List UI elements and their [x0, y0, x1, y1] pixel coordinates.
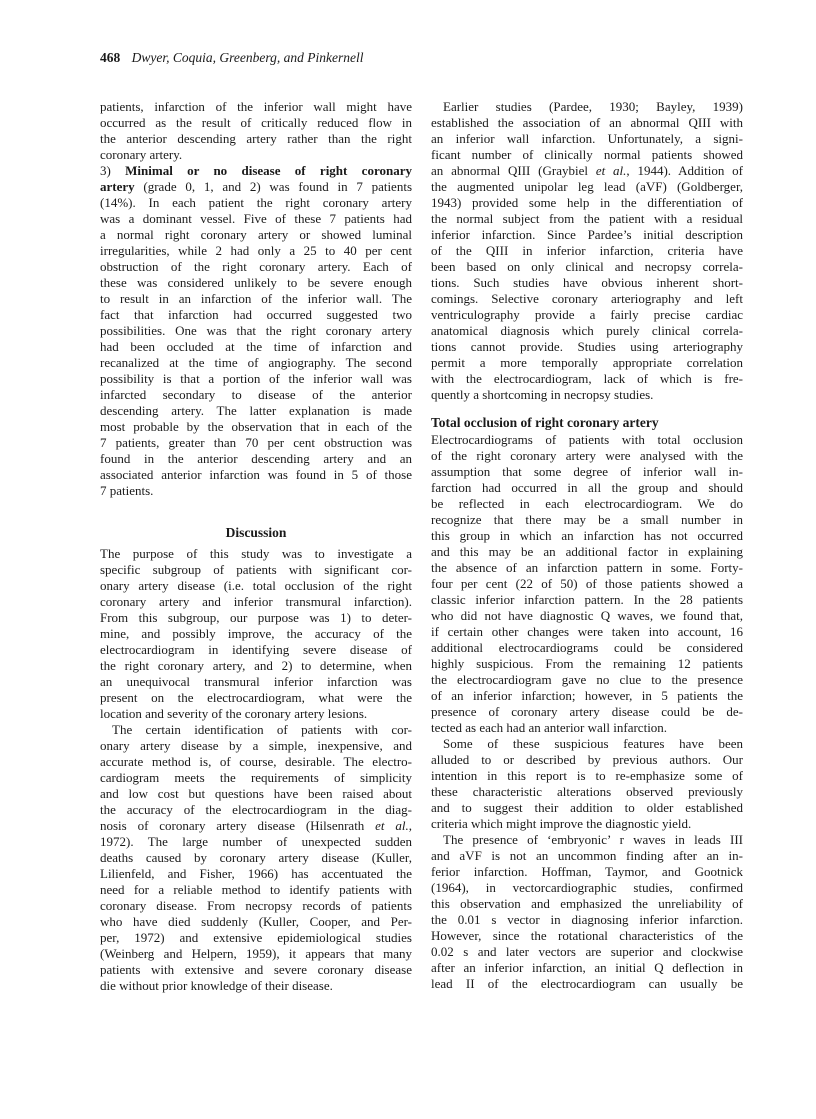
text-line: accurate method is, of course, desirable. The electro-	[100, 754, 412, 769]
text-line: fact that infarction had occurred suggested two	[100, 307, 412, 322]
text-line: highly suspicious. From the remaining 12 patients	[431, 656, 743, 671]
text-line: and low cost but questions have been raised about	[100, 786, 412, 801]
text-line: need for a reliable method to identify patients with	[100, 882, 412, 897]
text-line: onary artery disease (i.e. total occlusion of the right	[100, 578, 412, 593]
text-line: was a dominant vessel. Five of these 7 patients had	[100, 211, 412, 226]
text-line: coronary artery.	[100, 147, 183, 162]
text-line: the absence of an infarction pattern in some. Forty-	[431, 560, 743, 575]
running-header-authors: Dwyer, Coquia, Greenberg, and Pinkernell	[131, 50, 364, 65]
text-line: the accuracy of the electrocardiogram in the diag-	[100, 802, 412, 817]
text-line: location and severity of the coronary artery lesions.	[100, 706, 368, 721]
text-line: die without prior knowledge of their disease.	[100, 978, 333, 993]
text-line: and this may be an additional factor in explaining	[431, 544, 743, 559]
text-line: 7 patients.	[100, 483, 154, 498]
bold-run-in-heading: Minimal or no disease of right coronary	[125, 163, 412, 178]
paragraph	[100, 163, 412, 499]
text-line	[100, 163, 412, 179]
text-line: The purpose of this study was to investigate a	[100, 546, 412, 561]
text-line: if certain other changes were taken into account, 16	[431, 624, 743, 639]
paragraph	[100, 546, 412, 722]
paragraph	[431, 736, 743, 832]
text-line: (14%). In each patient the right coronary artery	[100, 195, 412, 210]
text-line: mine, and possibly improve, the accuracy of the	[100, 626, 412, 641]
text-line: and aVF is not an uncommon finding after an in-	[431, 848, 743, 863]
text-line: who did not have diagnostic Q waves, we found that,	[431, 608, 743, 623]
text-line: However, since the rotational characteristics of the	[431, 928, 743, 943]
text-line: ficant number of clinically normal patients showed	[431, 147, 743, 162]
text-segment: an abnormal QIII (Graybiel	[431, 163, 596, 178]
text-line: infarcted secondary to disease of the anterior	[100, 387, 412, 402]
text-line	[431, 163, 743, 179]
text-line	[100, 179, 412, 195]
bold-run-in-heading: artery	[100, 179, 135, 194]
text-line: been based on only clinical and necropsy correla-	[431, 259, 743, 274]
text-line: and to suggest their addition to older established	[431, 800, 743, 815]
paragraph	[100, 722, 412, 994]
text-line: electrocardiogram in identifying severe disease of	[100, 642, 412, 657]
text-line: ferior infarction. Hoffman, Taymor, and Gootnick	[431, 864, 743, 879]
text-line: ventriculography provide a fairly precise cardiac	[431, 307, 743, 322]
text-line: these characteristic alterations observed previously	[431, 784, 743, 799]
text-line: From this subgroup, our purpose was 1) to deter-	[100, 610, 412, 625]
text-line: recanalized at the time of angiography. The second	[100, 355, 412, 370]
text-line: established the association of an abnormal QIII with	[431, 115, 743, 130]
text-line: found in the anterior descending artery and an	[100, 451, 412, 466]
text-line: 0.02 s and later vectors are superior and clockwise	[431, 944, 743, 959]
text-line: obstruction of the right coronary artery. Each of	[100, 259, 412, 274]
text-line: 7 patients, greater than 70 per cent obstruction was	[100, 435, 412, 450]
text-line: 1943) provided some help in the differentiation of	[431, 195, 743, 210]
text-line: four per cent (22 of 50) of those patients showed a	[431, 576, 743, 591]
text-line: (Weinberg and Helpern, 1959), it appears that many	[100, 946, 412, 961]
text-segment: (grade 0, 1, and 2) was found in 7 patients	[134, 179, 412, 194]
text-line: with the electrocardiogram, lack of which is fre-	[431, 371, 743, 386]
text-line: Lilienfeld, and Fisher, 1966) has accentuated the	[100, 866, 412, 881]
text-line: most probable by the observation that in each of the	[100, 419, 412, 434]
text-line: patients with extensive and severe coronary disease	[100, 962, 412, 977]
text-line: recognize that there may be a small number in	[431, 512, 743, 527]
text-line: tions cannot provide. Studies using arteriography	[431, 339, 743, 354]
text-line: be reflected in each electrocardiogram. We do	[431, 496, 743, 511]
text-line: the augmented unipolar leg lead (aVF) (Goldberger,	[431, 179, 743, 194]
text-line: permit a more temporally appropriate correlation	[431, 355, 743, 370]
italic-text: et al.	[375, 818, 409, 833]
paragraph	[431, 432, 743, 736]
text-line: per, 1972) and extensive epidemiological studies	[100, 930, 412, 945]
text-line: occurred as the result of critically reduced flow in	[100, 115, 412, 130]
text-line: of the right coronary artery were analysed with the	[431, 448, 743, 463]
text-line: alluded to or described by previous authors. Our	[431, 752, 743, 767]
section-heading: Discussion	[225, 525, 287, 540]
text-line: patients, infarction of the inferior wall might have	[100, 99, 412, 114]
text-line: the normal subject from the patient with a residual	[431, 211, 743, 226]
text-segment: 3)	[100, 163, 126, 178]
paragraph	[431, 832, 743, 992]
left-column	[100, 99, 412, 994]
text-line: 1972). The large number of unexpected sudden	[100, 834, 412, 849]
text-line: tected as each had an anterior wall infarction.	[431, 720, 668, 735]
text-line: intention in this report is to re-emphasize some of	[431, 768, 743, 783]
section-heading: Total occlusion of right coronary artery	[431, 415, 659, 430]
text-line: tions. Such studies have obvious inherent short-	[431, 275, 743, 290]
text-line: descending artery. The latter explanation is made	[100, 403, 412, 418]
text-line: the right coronary artery, and 2) to determine, when	[100, 658, 412, 673]
text-line: comings. Selective coronary arteriography and left	[431, 291, 743, 306]
text-line: coronary disease. From necropsy records of patients	[100, 898, 412, 913]
text-line: classic inferior infarction pattern. In the 28 patients	[431, 592, 743, 607]
paragraph	[431, 99, 743, 403]
right-column	[431, 99, 743, 992]
text-line: to result in an infarction of the inferior wall. The	[100, 291, 412, 306]
text-line: Some of these suspicious features have been	[443, 736, 743, 751]
text-line: The presence of ‘embryonic’ r waves in leads III	[443, 832, 743, 847]
text-segment: nosis of coronary artery disease (Hilsenrath	[100, 818, 376, 833]
paragraph	[100, 99, 412, 163]
running-header	[100, 50, 363, 66]
text-line: Electrocardiograms of patients with total occlusion	[431, 432, 743, 447]
text-line: possibility is that a portion of the inferior wall was	[100, 371, 412, 386]
text-line: specific subgroup of patients with significant cor-	[100, 562, 412, 577]
text-line: anatomical diagnosis which purely clinical correla-	[431, 323, 743, 338]
text-line: of an inferior infarction; however, in 5 patients the	[431, 688, 743, 703]
text-line: an unequivocal transmural inferior infarction was	[100, 674, 412, 689]
text-line: The certain identification of patients with cor-	[112, 722, 412, 737]
text-line: the anterior descending artery rather than the right	[100, 131, 412, 146]
text-line: the 0.01 s vector in diagnosing inferior infarction.	[431, 912, 743, 927]
text-line: assumption that some degree of inferior wall in-	[431, 464, 743, 479]
text-line: this group in which an infarction has not occurred	[431, 528, 743, 543]
text-line: associated anterior infarction was found in 5 of those	[100, 467, 412, 482]
text-line: Earlier studies (Pardee, 1930; Bayley, 1939)	[443, 99, 743, 114]
text-line: presence of coronary artery disease could be de-	[431, 704, 743, 719]
text-line: an inferior wall infarction. Unfortunately, a signi-	[431, 131, 743, 146]
text-line: who have died suddenly (Kuller, Cooper, and Per-	[100, 914, 412, 929]
text-line: possibilities. One was that the right coronary artery	[100, 323, 412, 338]
text-line: these was considered unlikely to be severe enough	[100, 275, 412, 290]
text-line: of the QIII in inferior infarction, criteria have	[431, 243, 743, 258]
text-segment: , 1944). Addition of	[626, 163, 743, 178]
text-line: lead II of the electrocardiogram can usually be	[431, 976, 743, 991]
text-segment: ,	[408, 818, 412, 833]
text-line: coronary artery and inferior transmural infarction).	[100, 594, 412, 609]
text-line: irregularities, while 2 had only a 25 to 40 per cent	[100, 243, 412, 258]
text-line: inferior infarction. Since Pardee’s initial description	[431, 227, 743, 242]
text-line: present on the electrocardiogram, what were the	[100, 690, 412, 705]
page-number: 468	[100, 50, 121, 65]
text-line: farction had occurred in all the group and should	[431, 480, 743, 495]
text-line: deaths caused by coronary artery disease (Kuller,	[100, 850, 412, 865]
text-line: (1964), in vectorcardiographic studies, confirmed	[431, 880, 743, 895]
text-line: quently a shortcoming in necropsy studies.	[431, 387, 654, 402]
italic-text: et al.	[595, 163, 627, 178]
text-line: onary artery disease by a simple, inexpensive, and	[100, 738, 412, 753]
text-line: this observation and emphasized the unreliability of	[431, 896, 743, 911]
text-line: additional electrocardiograms could be considered	[431, 640, 743, 655]
text-line: the electrocardiogram gave no clue to the presence	[431, 672, 743, 687]
text-line	[100, 818, 412, 834]
text-line: a normal right coronary artery or showed luminal	[100, 227, 412, 242]
text-line: criteria which might improve the diagnostic yield.	[431, 816, 692, 831]
text-line: after an inferior infarction, an initial Q deflection in	[431, 960, 743, 975]
text-line: had been occluded at the time of infarction and	[100, 339, 412, 354]
text-line: cardiogram meets the requirements of simplicity	[100, 770, 412, 785]
